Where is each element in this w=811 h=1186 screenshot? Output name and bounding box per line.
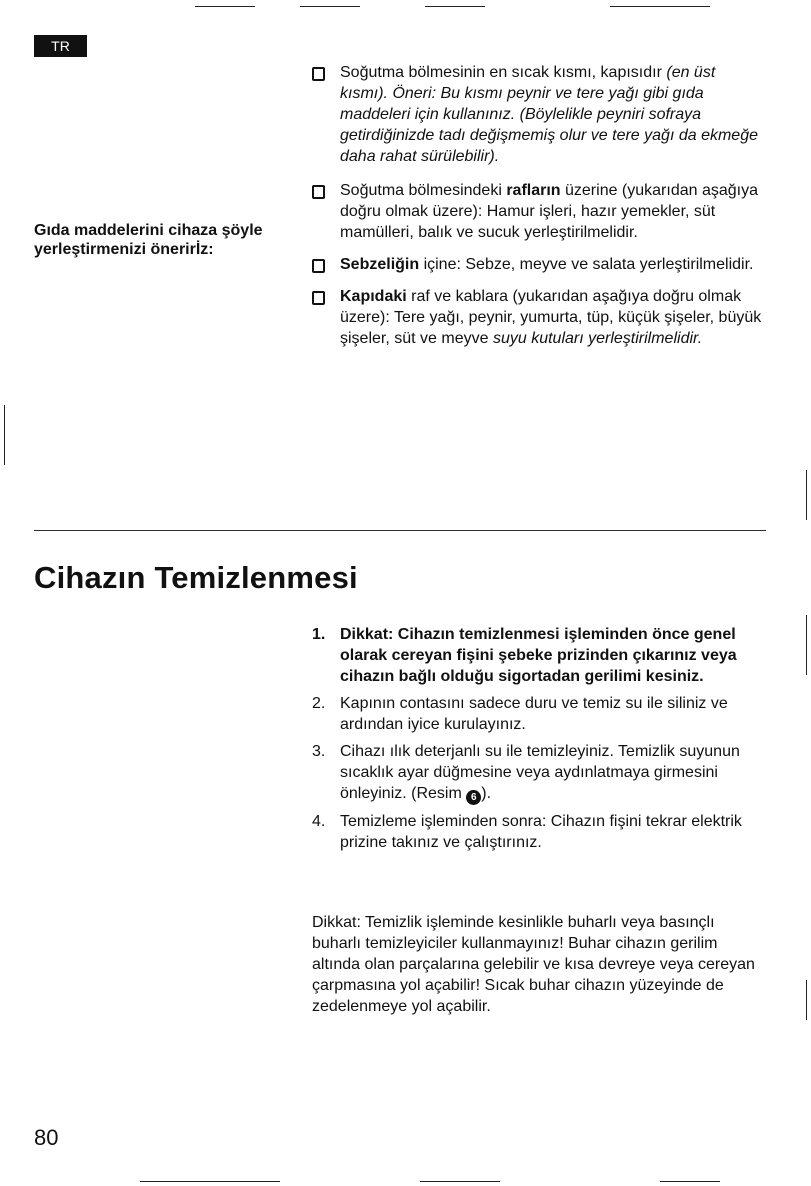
tip-text-bold: rafların [506,182,561,199]
checkbox-icon [312,259,325,273]
tip-text-bold: Kapıdaki [340,288,407,305]
section-title: Cihazın Temizlenmesi [34,560,358,595]
tip-item [312,286,762,349]
tip-text: içine: Sebze, meyve ve salata yerleştirilmelidir. [419,256,754,273]
tip-text: raf ve kablara (yukarıdan aşağıya doğru olmak üzere): Tere yağı, peynir, yumurta, tüp, küçük şişeler, büyük şişeler, süt ve meyve [340,288,762,347]
scan-edge-left [4,405,5,465]
step-number: 3. [312,743,326,760]
tip-text: üzerine (yukarıdan aşağıya doğru olmak üzere): Hamur işleri, hazır yemekler, süt mamülleri, balık ve sucuk yerleştirilmelidir. [340,182,759,241]
tip-text-italic: (en üst kısmı). Öneri: Bu kısmı peynir ve tere yağı gibi gıda maddeleri için kullanınız. (Böylelikle peyniri sofraya getirdiğinizde tadı değişmemiş olur ve tere yağı da ekmeğe daha rahat sürülebilir). [340,64,758,165]
step-item [312,811,767,853]
scan-edge-bottom [660,1181,720,1182]
step-text: Dikkat: Cihazın temizlenmesi işleminden önce genel olarak cereyan fişini şebeke prizinden çıkarınız veya cihazın bağlı olduğu sigortadan gerilimi kesiniz. [340,626,737,685]
step-item [312,693,767,735]
tip-text-italic: suyu kutuları yerleştirilmelidir. [492,330,703,347]
scan-edge-right [806,615,807,675]
language-badge: TR [34,35,87,57]
scan-edge-bottom [140,1181,280,1182]
scan-edge-bottom [420,1181,500,1182]
scan-edge-top [425,6,485,7]
tip-text-bold: Sebzeliğin [340,256,420,273]
step-number: 2. [312,695,326,712]
checkbox-icon [312,185,325,199]
page-number: 80 [34,1125,59,1150]
checkbox-icon [312,67,325,81]
step-number: 1. [312,626,326,643]
step-item [312,741,767,805]
scan-edge-top [300,6,360,7]
step-number: 4. [312,813,326,830]
scan-edge-right [806,470,807,520]
tip-item [312,62,762,167]
step-text: Cihazı ılık deterjanlı su ile temizleyiniz. Temizlik suyunun sıcaklık ayar düğmesine veya aydınlatmaya girmesini önleyiniz. (Resim [340,743,740,802]
tips-list [312,62,762,362]
figure-ref-icon: 6 [466,790,481,805]
step-text-after: ). [481,785,492,802]
side-heading: Gıda maddelerini cihaza şöyle yerleştirmenizi önerirİz: [34,222,263,258]
warning-note: Dikkat: Temizlik işleminde kesinlikle buharlı veya basınçlı buharlı temizleyiciler kullanmayınız! Buhar cihazın gerilim altında olan parçalarına gelebilir ve kısa devreye veya cereyan çarpmasına yol açabilir! Sıcak buhar cihazın yüzeyinde de zedelenmeye yol açabilir. [312,914,755,1015]
scan-edge-top [610,6,710,7]
cleaning-steps [312,624,767,859]
step-text: Temizleme işleminden sonra: Cihazın fişini tekrar elektrik prizine takınız ve çalıştırınız. [340,813,742,851]
tip-item [312,254,762,275]
step-item [312,624,767,687]
tip-text: Soğutma bölmesindeki [340,182,507,199]
section-divider [34,530,766,531]
tip-item [312,180,762,243]
tip-text: Soğutma bölmesinin en sıcak kısmı, kapısıdır [340,64,667,81]
step-text: Kapının contasını sadece duru ve temiz su ile siliniz ve ardından iyice kurulayınız. [340,695,728,733]
checkbox-icon [312,291,325,305]
scan-edge-right [806,980,807,1020]
scan-edge-top [195,6,255,7]
